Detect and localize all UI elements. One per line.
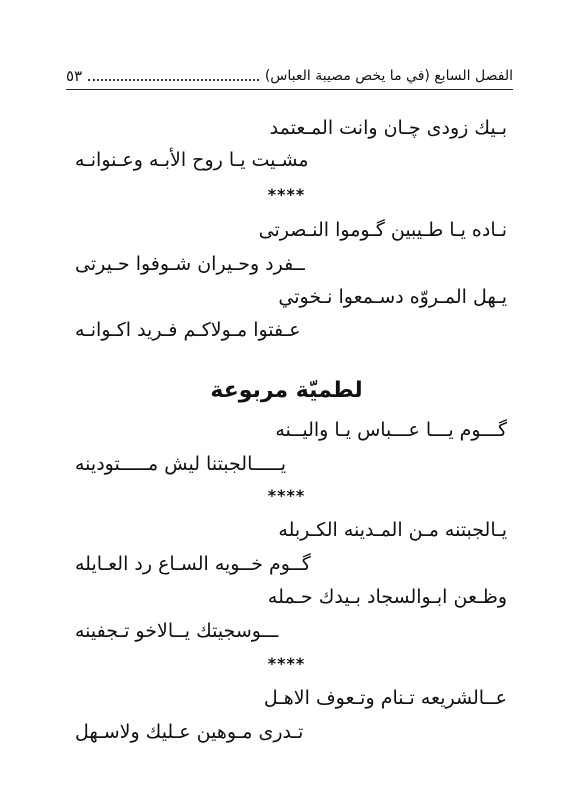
verse-line: گـــوم يـــا عـــباس يـا واليــنه (275, 419, 507, 441)
verse-line: يـالجبتنه مـن المـدينه الكـربله (278, 519, 507, 541)
stanza-divider: **** (267, 185, 306, 204)
verse-line: يـــــالجبتنا ليش مـــــتودينه (75, 453, 287, 475)
verse-line: وظـعن ابـوالسجاد بـيدك حـمله (267, 586, 507, 608)
running-header (66, 64, 513, 90)
verse-line: گــوم خــويه السـاع رد العـايله (75, 553, 311, 575)
page-number: ٥٣ (66, 67, 83, 85)
poem-heading: لطميّة مربوعة (210, 378, 363, 403)
verse-line: عـفتوا مـولاكـم فـريد اكـوانـه (75, 319, 301, 341)
chapter-title: الفصل السابع (في ما يخص مصيبة العباس) (264, 68, 513, 84)
verse-line: عــالشريعه تـنام وتـعوف الاهـل (263, 687, 507, 709)
verse-line: تـدرى مـوهين عـليك ولاسـهل (75, 721, 304, 743)
verse-line: يـهل المـروّه دسـمعوا نـخوتي (278, 286, 507, 308)
verse-line: ــفرد وحـيران شـوفوا حـيرتى (75, 253, 305, 275)
verse-line: مشـيت يـا روح الأبـه وعـنوانـه (75, 149, 309, 171)
verse-line: بـيك زودى چـان وانت المـعتمد (269, 117, 507, 139)
stanza-divider: **** (267, 486, 306, 505)
verse-line: ـــوسجيتك يــالاخو تـجفينه (75, 620, 279, 642)
verse-line: نـاده يـا طـيبين گـوموا النـصرتى (258, 219, 507, 241)
header-dot-leader (88, 79, 259, 81)
stanza-divider: **** (267, 654, 306, 673)
